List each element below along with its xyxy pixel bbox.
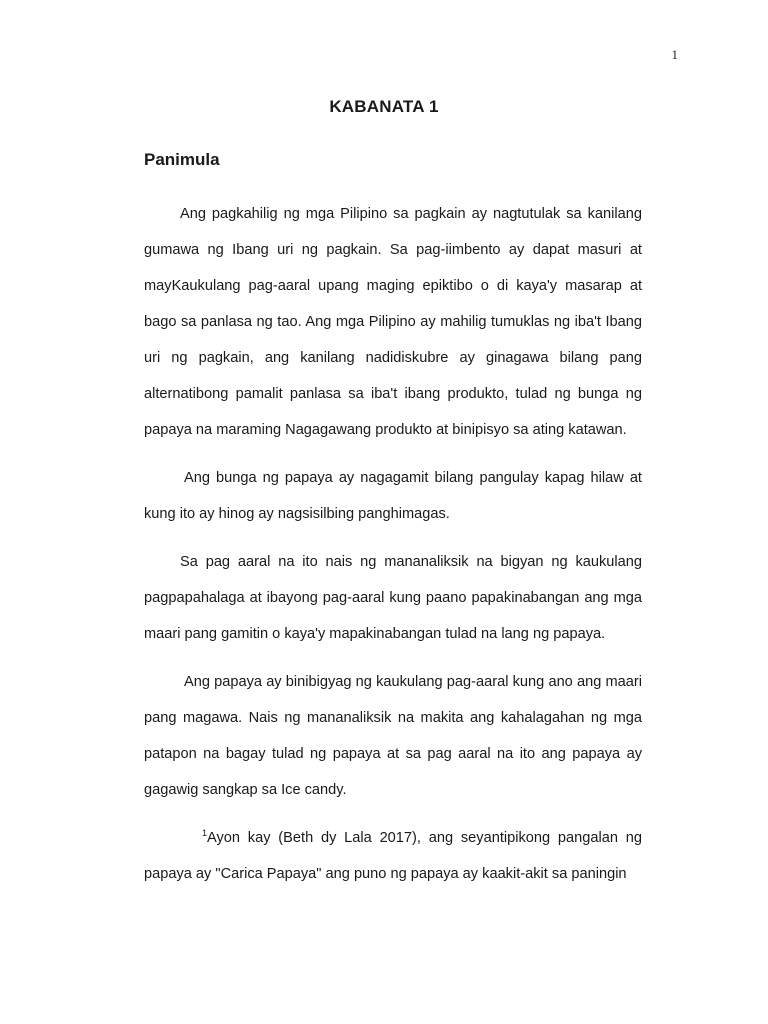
paragraph-3: Sa pag aaral na ito nais ng mananaliksik na bigyan ng kaukulang pagpapahalaga at ibayong pag-aaral kung paano papakinabangan ang mga maari pang gamitin o kaya'y mapakinabangan tulad na lang ng papaya. <box>144 554 642 642</box>
page-number: 1 <box>671 47 678 62</box>
paragraph-2: Ang bunga ng papaya ay nagagamit bilang pangulay kapag hilaw at kung ito ay hinog ay nagsisilbing panghimagas. <box>144 470 642 522</box>
document-body <box>144 196 642 892</box>
paragraph-1: Ang pagkahilig ng mga Pilipino sa pagkain ay nagtutulak sa kanilang gumawa ng Ibang uri ng pagkain. Sa pag-iimbento ay dapat masuri at mayKaukulang pag-aaral upang maging epiktibo o di kaya'y masarap at bago sa panlasa ng tao. Ang mga Pilipino ay mahilig tumuklas ng iba't Ibang uri ng pagkain, ang kanilang nadidiskubre ay ginagawa bilang pang alternatibong pamalit panlasa sa iba't ibang produkto, tulad ng bunga ng papaya na maraming Nagagawang produkto at binipisyo sa ating katawan. <box>144 206 642 438</box>
section-heading: Panimula <box>144 150 220 169</box>
paragraph-4: Ang papaya ay binibigyag ng kaukulang pag-aaral kung ano ang maari pang magawa. Nais ng mananaliksik na makita ang kahalagahan ng mga patapon na bagay tulad ng papaya at sa pag aaral na ito ang papaya ay gagawig sangkap sa Ice candy. <box>144 674 642 798</box>
paragraph-5-text: Ayon kay (Beth dy Lala 2017), ang seyantipikong pangalan ng papaya ay "Carica Papaya" ang puno ng papaya ay kaakit-akit sa paningin <box>144 830 642 882</box>
chapter-title: KABANATA 1 <box>329 97 439 116</box>
paragraph-5 <box>144 820 642 892</box>
footnote-marker: 1 <box>202 828 208 839</box>
